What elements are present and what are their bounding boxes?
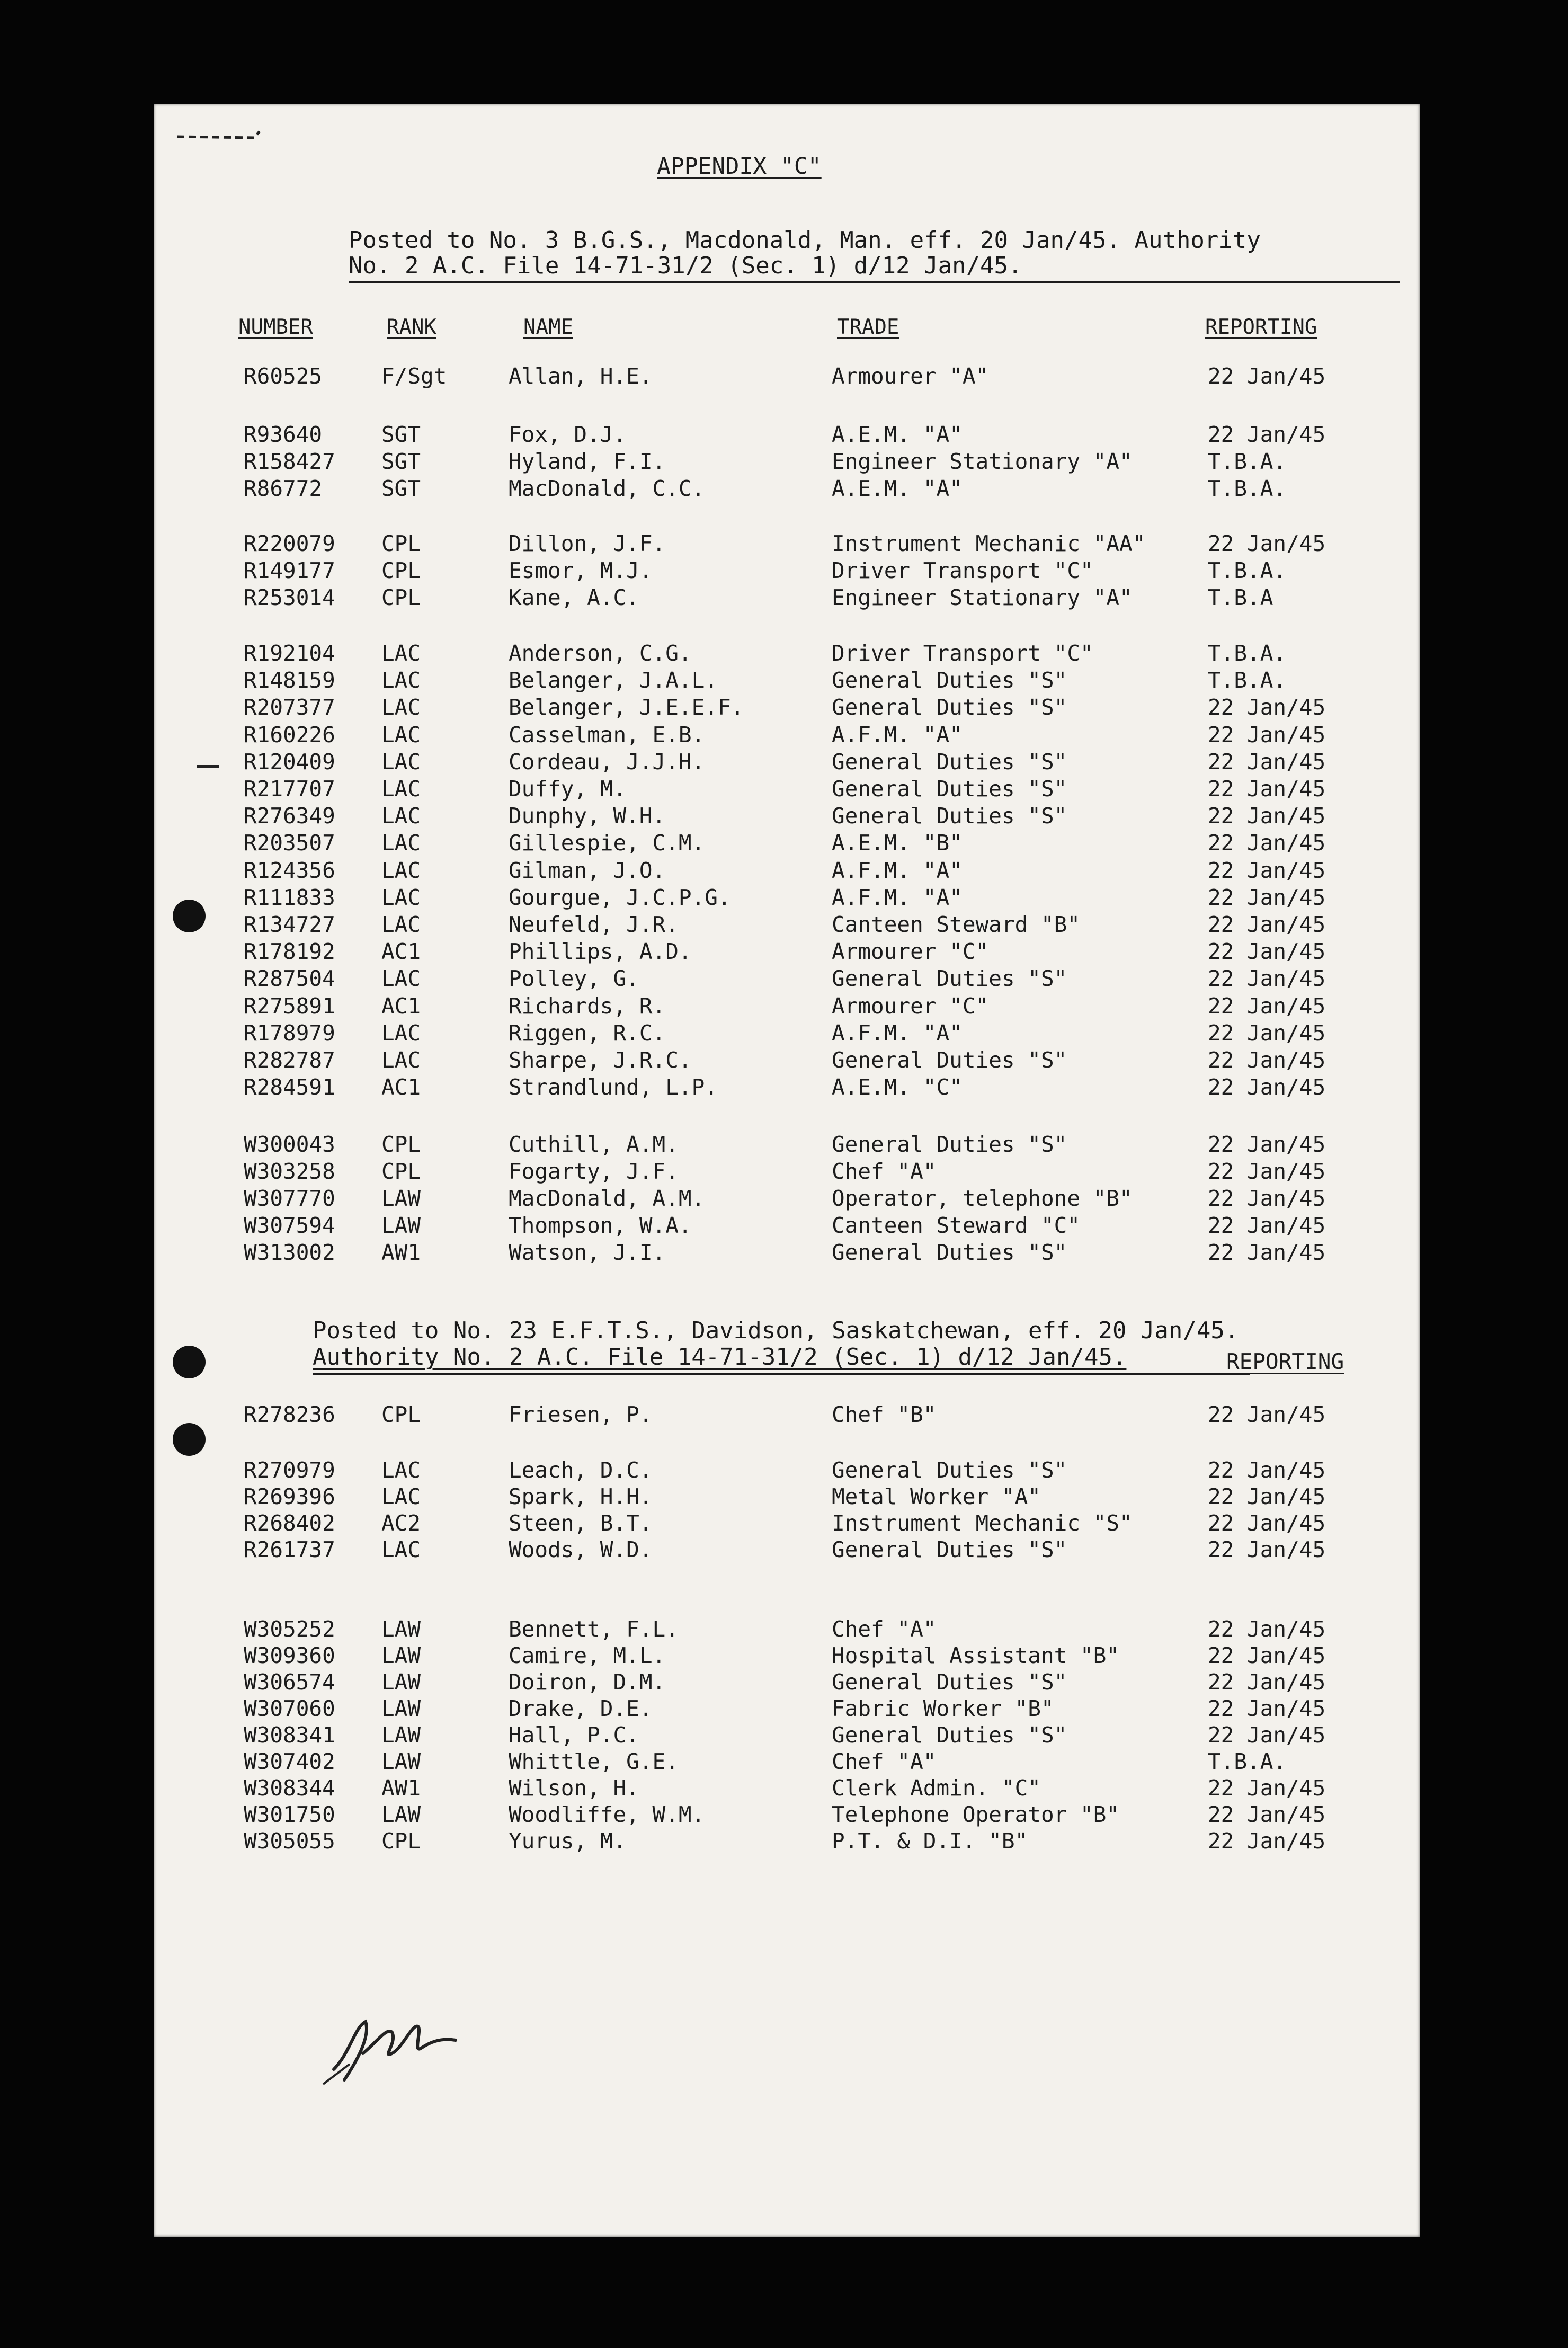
section1-heading-line2: No. 2 A.C. File 14-71-31/2 (Sec. 1) d/12 Jan/45.	[349, 252, 1022, 279]
cell-trade: A.E.M. "C"	[832, 1074, 963, 1100]
table-row	[154, 993, 1420, 1020]
table-row	[154, 1802, 1420, 1828]
cell-number: R160226	[244, 722, 335, 748]
header-number: NUMBER	[238, 315, 313, 339]
cell-name: Woodliffe, W.M.	[509, 1802, 705, 1827]
cell-name: Woods, W.D.	[509, 1537, 653, 1562]
cell-trade: Armourer "A"	[832, 363, 989, 389]
cell-name: Dunphy, W.H.	[509, 803, 666, 829]
cell-name: Watson, J.I.	[509, 1240, 666, 1265]
cell-reporting: 22 Jan/45	[1208, 422, 1326, 447]
cell-trade: A.F.M. "A"	[832, 884, 963, 910]
cell-name: Phillips, A.D.	[509, 939, 692, 965]
cell-name: Sharpe, J.R.C.	[509, 1047, 692, 1073]
cell-reporting: 22 Jan/45	[1208, 1616, 1326, 1642]
cell-rank: LAC	[381, 641, 421, 666]
cell-name: Leach, D.C.	[509, 1457, 653, 1483]
table-row	[154, 363, 1420, 390]
cell-trade: A.F.M. "A"	[832, 722, 963, 748]
cell-name: Allan, H.E.	[509, 363, 653, 389]
cell-reporting: T.B.A.	[1208, 558, 1287, 583]
cell-number: W307402	[244, 1749, 335, 1774]
table-row	[154, 966, 1420, 992]
cell-name: Camire, M.L.	[509, 1643, 666, 1668]
cell-number: W305055	[244, 1828, 335, 1854]
cell-number: R207377	[244, 695, 335, 721]
cell-name: Hall, P.C.	[509, 1722, 639, 1748]
cell-number: R253014	[244, 585, 335, 610]
cell-trade: General Duties "S"	[832, 1457, 1067, 1483]
cell-number: W309360	[244, 1643, 335, 1668]
table-row	[154, 1749, 1420, 1775]
cell-name: Doiron, D.M.	[509, 1669, 666, 1695]
margin-tick	[197, 765, 219, 768]
cell-reporting: 22 Jan/45	[1208, 722, 1326, 748]
cell-reporting: 22 Jan/45	[1208, 993, 1326, 1019]
cell-trade: Driver Transport "C"	[832, 558, 1093, 583]
table-row	[154, 858, 1420, 884]
header-reporting: REPORTING	[1205, 315, 1317, 339]
table-row	[154, 1616, 1420, 1643]
cell-number: R270979	[244, 1457, 335, 1483]
cell-rank: LAC	[381, 749, 421, 775]
cell-trade: Clerk Admin. "C"	[832, 1775, 1041, 1801]
table-row	[154, 1537, 1420, 1563]
table-row	[154, 585, 1420, 611]
cell-trade: Chef "A"	[832, 1749, 937, 1774]
cell-trade: General Duties "S"	[832, 803, 1067, 829]
cell-trade: General Duties "S"	[832, 1047, 1067, 1073]
cell-trade: General Duties "S"	[832, 1669, 1067, 1695]
cell-rank: CPL	[381, 1132, 421, 1157]
cell-rank: LAC	[381, 776, 421, 802]
header-name: NAME	[523, 315, 573, 339]
cell-name: Hyland, F.I.	[509, 449, 666, 474]
cell-trade: Driver Transport "C"	[832, 641, 1093, 666]
cell-reporting: 22 Jan/45	[1208, 884, 1326, 910]
cell-trade: Canteen Steward "B"	[832, 912, 1080, 937]
cell-rank: AC2	[381, 1510, 421, 1536]
cell-trade: Telephone Operator "B"	[832, 1802, 1120, 1827]
cell-name: Fogarty, J.F.	[509, 1159, 679, 1184]
cell-number: R268402	[244, 1510, 335, 1536]
table-row	[154, 912, 1420, 938]
cell-rank: LAW	[381, 1696, 421, 1721]
cell-trade: Chef "A"	[832, 1616, 937, 1642]
cell-rank: SGT	[381, 449, 421, 474]
cell-rank: LAC	[381, 966, 421, 992]
cell-name: Fox, D.J.	[509, 422, 627, 447]
cell-trade: Instrument Mechanic "S"	[832, 1510, 1133, 1536]
cell-name: Duffy, M.	[509, 776, 627, 802]
table-row	[154, 422, 1420, 448]
cell-rank: AW1	[381, 1240, 421, 1265]
cell-name: Dillon, J.F.	[509, 531, 666, 556]
table-row	[154, 803, 1420, 830]
cell-reporting: 22 Jan/45	[1208, 1020, 1326, 1046]
cell-name: Gillespie, C.M.	[509, 830, 705, 856]
cell-name: Casselman, E.B.	[509, 722, 705, 748]
cell-rank: AC1	[381, 939, 421, 965]
cell-number: R178979	[244, 1020, 335, 1046]
cell-reporting: T.B.A	[1208, 585, 1273, 610]
table-row	[154, 1669, 1420, 1696]
cell-rank: AC1	[381, 993, 421, 1019]
table-row	[154, 1457, 1420, 1484]
cell-reporting: 22 Jan/45	[1208, 1240, 1326, 1265]
cell-trade: Operator, telephone "B"	[832, 1186, 1133, 1211]
table-row	[154, 722, 1420, 749]
cell-number: R284591	[244, 1074, 335, 1100]
appendix-title: APPENDIX "C"	[657, 153, 822, 180]
cell-name: Friesen, P.	[509, 1402, 653, 1427]
cell-rank: LAC	[381, 1020, 421, 1046]
table-row	[154, 476, 1420, 502]
cell-rank: AC1	[381, 1074, 421, 1100]
cell-reporting: 22 Jan/45	[1208, 966, 1326, 992]
cell-reporting: 22 Jan/45	[1208, 830, 1326, 856]
cell-reporting: 22 Jan/45	[1208, 1457, 1326, 1483]
cell-rank: CPL	[381, 558, 421, 583]
table-row	[154, 1074, 1420, 1101]
cell-number: R158427	[244, 449, 335, 474]
cell-number: W307594	[244, 1213, 335, 1238]
cell-rank: LAW	[381, 1213, 421, 1238]
cell-rank: AW1	[381, 1775, 421, 1801]
cell-number: R203507	[244, 830, 335, 856]
cell-trade: General Duties "S"	[832, 1132, 1067, 1157]
cell-number: R220079	[244, 531, 335, 556]
table-row	[154, 1186, 1420, 1212]
cell-rank: CPL	[381, 1159, 421, 1184]
cell-name: Cuthill, A.M.	[509, 1132, 679, 1157]
cell-rank: F/Sgt	[381, 363, 447, 389]
cell-trade: General Duties "S"	[832, 1722, 1067, 1748]
cell-rank: LAC	[381, 1484, 421, 1509]
cell-reporting: 22 Jan/45	[1208, 1510, 1326, 1536]
section2-header-reporting: REPORTING	[1226, 1349, 1344, 1374]
cell-number: R261737	[244, 1537, 335, 1562]
cell-number: R276349	[244, 803, 335, 829]
cell-name: Richards, R.	[509, 993, 666, 1019]
table-row	[154, 776, 1420, 803]
cell-number: R124356	[244, 857, 335, 883]
cell-rank: CPL	[381, 531, 421, 556]
cell-reporting: 22 Jan/45	[1208, 1186, 1326, 1211]
section2-heading-line2: Authority No. 2 A.C. File 14-71-31/2 (Sec. 1) d/12 Jan/45.	[313, 1344, 1127, 1371]
cell-number: W303258	[244, 1159, 335, 1184]
cell-name: Thompson, W.A.	[509, 1213, 692, 1238]
cell-number: R278236	[244, 1402, 335, 1427]
cell-name: Gourgue, J.C.P.G.	[509, 884, 731, 910]
cell-trade: Armourer "C"	[832, 939, 989, 965]
cell-trade: Metal Worker "A"	[832, 1484, 1041, 1509]
cell-rank: LAW	[381, 1722, 421, 1748]
cell-reporting: 22 Jan/45	[1208, 939, 1326, 965]
cell-rank: CPL	[381, 1402, 421, 1427]
table-row	[154, 1402, 1420, 1428]
cell-number: R148159	[244, 668, 335, 693]
cell-rank: LAW	[381, 1616, 421, 1642]
table-row	[154, 668, 1420, 694]
table-row	[154, 1510, 1420, 1537]
cell-reporting: 22 Jan/45	[1208, 1643, 1326, 1668]
cell-number: R86772	[244, 476, 323, 501]
cell-reporting: 22 Jan/45	[1208, 1802, 1326, 1827]
cell-name: Anderson, C.G.	[509, 641, 692, 666]
table-row	[154, 1047, 1420, 1074]
table-row	[154, 449, 1420, 475]
cell-reporting: T.B.A.	[1208, 641, 1287, 666]
cell-name: Belanger, J.E.E.F.	[509, 695, 744, 721]
cell-rank: LAC	[381, 1537, 421, 1562]
cell-trade: Chef "B"	[832, 1402, 937, 1427]
cell-rank: LAW	[381, 1749, 421, 1774]
cell-number: R93640	[244, 422, 323, 447]
cell-number: R60525	[244, 363, 323, 389]
cell-reporting: 22 Jan/45	[1208, 695, 1326, 721]
handwritten-signature	[313, 1990, 471, 2091]
cell-reporting: 22 Jan/45	[1208, 857, 1326, 883]
cell-number: R269396	[244, 1484, 335, 1509]
staple-mark	[175, 127, 270, 143]
cell-trade: General Duties "S"	[832, 668, 1067, 693]
cell-reporting: 22 Jan/45	[1208, 1722, 1326, 1748]
cell-reporting: 22 Jan/45	[1208, 1669, 1326, 1695]
cell-reporting: 22 Jan/45	[1208, 776, 1326, 802]
cell-reporting: 22 Jan/45	[1208, 803, 1326, 829]
cell-reporting: 22 Jan/45	[1208, 1828, 1326, 1854]
cell-trade: General Duties "S"	[832, 695, 1067, 721]
cell-rank: SGT	[381, 476, 421, 501]
cell-name: Esmor, M.J.	[509, 558, 653, 583]
cell-name: Whittle, G.E.	[509, 1749, 679, 1774]
cell-name: Riggen, R.C.	[509, 1020, 666, 1046]
section1-rule	[349, 281, 1400, 283]
cell-reporting: 22 Jan/45	[1208, 531, 1326, 556]
cell-name: Wilson, H.	[509, 1775, 639, 1801]
section2-rule	[313, 1373, 1250, 1375]
cell-number: R134727	[244, 912, 335, 937]
cell-rank: LAC	[381, 1457, 421, 1483]
cell-rank: LAC	[381, 1047, 421, 1073]
cell-reporting: 22 Jan/45	[1208, 1132, 1326, 1157]
cell-name: Spark, H.H.	[509, 1484, 653, 1509]
cell-name: Yurus, M.	[509, 1828, 627, 1854]
cell-reporting: 22 Jan/45	[1208, 1074, 1326, 1100]
cell-reporting: T.B.A.	[1208, 476, 1287, 501]
table-row	[154, 558, 1420, 584]
cell-trade: A.E.M. "B"	[832, 830, 963, 856]
table-row	[154, 1722, 1420, 1749]
header-trade: TRADE	[837, 315, 899, 339]
document-page	[154, 104, 1420, 2237]
section1-heading-line1: Posted to No. 3 B.G.S., Macdonald, Man. eff. 20 Jan/45. Authority	[349, 227, 1261, 254]
cell-trade: General Duties "S"	[832, 1537, 1067, 1562]
table-row	[154, 830, 1420, 857]
cell-reporting: 22 Jan/45	[1208, 1159, 1326, 1184]
cell-rank: CPL	[381, 585, 421, 610]
cell-trade: P.T. & D.I. "B"	[832, 1828, 1028, 1854]
cell-name: Neufeld, J.R.	[509, 912, 679, 937]
table-row	[154, 1484, 1420, 1510]
cell-rank: LAC	[381, 722, 421, 748]
table-row	[154, 1775, 1420, 1802]
cell-name: Drake, D.E.	[509, 1696, 653, 1721]
table-row	[154, 885, 1420, 911]
cell-trade: Canteen Steward "C"	[832, 1213, 1080, 1238]
table-row	[154, 531, 1420, 557]
cell-trade: General Duties "S"	[832, 749, 1067, 775]
cell-reporting: 22 Jan/45	[1208, 1047, 1326, 1073]
cell-name: Steen, B.T.	[509, 1510, 653, 1536]
cell-reporting: T.B.A.	[1208, 1749, 1287, 1774]
table-row	[154, 749, 1420, 776]
cell-reporting: T.B.A.	[1208, 449, 1287, 474]
cell-number: W300043	[244, 1132, 335, 1157]
cell-reporting: 22 Jan/45	[1208, 1696, 1326, 1721]
cell-name: MacDonald, A.M.	[509, 1186, 705, 1211]
cell-trade: General Duties "S"	[832, 1240, 1067, 1265]
cell-trade: A.E.M. "A"	[832, 476, 963, 501]
section2-heading-line1: Posted to No. 23 E.F.T.S., Davidson, Saskatchewan, eff. 20 Jan/45.	[313, 1317, 1239, 1344]
cell-reporting: 22 Jan/45	[1208, 1213, 1326, 1238]
cell-reporting: 22 Jan/45	[1208, 749, 1326, 775]
cell-trade: General Duties "S"	[832, 966, 1067, 992]
cell-reporting: 22 Jan/45	[1208, 1775, 1326, 1801]
cell-trade: Engineer Stationary "A"	[832, 585, 1133, 610]
punch-hole	[173, 900, 206, 932]
cell-reporting: 22 Jan/45	[1208, 363, 1326, 389]
cell-rank: SGT	[381, 422, 421, 447]
cell-reporting: 22 Jan/45	[1208, 1537, 1326, 1562]
cell-rank: LAW	[381, 1643, 421, 1668]
cell-number: R178192	[244, 939, 335, 965]
cell-number: W307770	[244, 1186, 335, 1211]
cell-name: Strandlund, L.P.	[509, 1074, 718, 1100]
cell-trade: Hospital Assistant "B"	[832, 1643, 1120, 1668]
cell-trade: Engineer Stationary "A"	[832, 449, 1133, 474]
cell-name: Cordeau, J.J.H.	[509, 749, 705, 775]
cell-trade: Fabric Worker "B"	[832, 1696, 1054, 1721]
cell-trade: A.E.M. "A"	[832, 422, 963, 447]
cell-rank: LAC	[381, 668, 421, 693]
cell-number: R282787	[244, 1047, 335, 1073]
cell-name: MacDonald, C.C.	[509, 476, 705, 501]
table-row	[154, 695, 1420, 721]
cell-name: Bennett, F.L.	[509, 1616, 679, 1642]
cell-number: R287504	[244, 966, 335, 992]
table-row	[154, 1696, 1420, 1722]
table-row	[154, 1020, 1420, 1047]
cell-number: W313002	[244, 1240, 335, 1265]
cell-rank: LAC	[381, 830, 421, 856]
table-row	[154, 1240, 1420, 1266]
cell-trade: Armourer "C"	[832, 993, 989, 1019]
cell-number: W306574	[244, 1669, 335, 1695]
cell-number: W308341	[244, 1722, 335, 1748]
table-row	[154, 1643, 1420, 1669]
cell-reporting: 22 Jan/45	[1208, 912, 1326, 937]
cell-rank: LAW	[381, 1186, 421, 1211]
table-row	[154, 939, 1420, 965]
cell-reporting: 22 Jan/45	[1208, 1484, 1326, 1509]
cell-trade: General Duties "S"	[832, 776, 1067, 802]
cell-number: W308344	[244, 1775, 335, 1801]
cell-rank: LAC	[381, 857, 421, 883]
cell-rank: LAW	[381, 1802, 421, 1827]
cell-trade: Chef "A"	[832, 1159, 937, 1184]
cell-rank: CPL	[381, 1828, 421, 1854]
cell-trade: Instrument Mechanic "AA"	[832, 531, 1146, 556]
cell-rank: LAC	[381, 803, 421, 829]
cell-name: Gilman, J.O.	[509, 857, 666, 883]
cell-number: R217707	[244, 776, 335, 802]
cell-reporting: 22 Jan/45	[1208, 1402, 1326, 1427]
cell-rank: LAW	[381, 1669, 421, 1695]
table-row	[154, 1159, 1420, 1185]
cell-name: Polley, G.	[509, 966, 639, 992]
cell-name: Kane, A.C.	[509, 585, 639, 610]
cell-trade: A.F.M. "A"	[832, 857, 963, 883]
cell-trade: A.F.M. "A"	[832, 1020, 963, 1046]
cell-rank: LAC	[381, 912, 421, 937]
table-row	[154, 1213, 1420, 1239]
table-row	[154, 1828, 1420, 1855]
cell-number: R149177	[244, 558, 335, 583]
table-row	[154, 641, 1420, 667]
cell-rank: LAC	[381, 695, 421, 721]
punch-hole	[173, 1346, 206, 1378]
cell-number: R192104	[244, 641, 335, 666]
table-row	[154, 1132, 1420, 1158]
cell-number: W307060	[244, 1696, 335, 1721]
cell-rank: LAC	[381, 884, 421, 910]
cell-number: R111833	[244, 884, 335, 910]
cell-reporting: T.B.A.	[1208, 668, 1287, 693]
cell-number: W305252	[244, 1616, 335, 1642]
cell-number: R120409	[244, 749, 335, 775]
cell-name: Belanger, J.A.L.	[509, 668, 718, 693]
cell-number: R275891	[244, 993, 335, 1019]
cell-number: W301750	[244, 1802, 335, 1827]
header-rank: RANK	[387, 315, 436, 339]
